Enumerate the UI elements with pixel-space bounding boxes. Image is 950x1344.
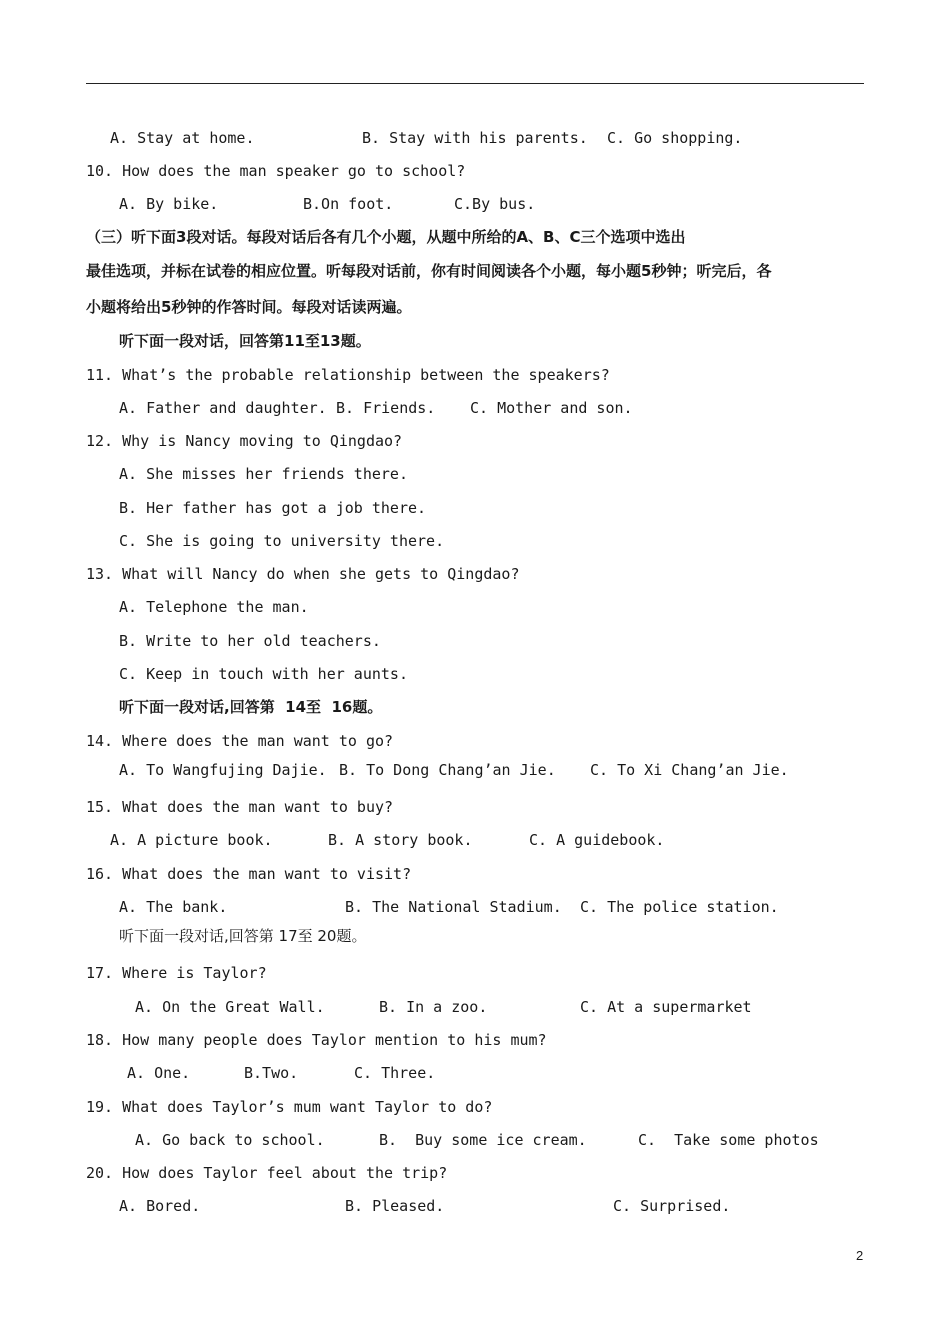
q9-option-a: A. Stay at home. xyxy=(110,129,255,147)
dialog3-intro: 听下面一段对话,回答第 17至 20题。 xyxy=(119,927,367,945)
q10-option-c: C.By bus. xyxy=(454,195,536,213)
q17-question: 17. Where is Taylor? xyxy=(86,964,267,982)
section3-instruction-line1: （三）听下面3段对话。每段对话后各有几个小题，从题中所给的A、B、C三个选项中选出 xyxy=(86,228,686,246)
q18-question: 18. How many people does Taylor mention to his mum? xyxy=(86,1031,547,1049)
q15-option-c: C. A guidebook. xyxy=(529,831,665,849)
q11-option-a: A. Father and daughter. xyxy=(119,399,327,417)
q15-option-a: A. A picture book. xyxy=(110,831,273,849)
q14-option-b: B. To Dong Chang’an Jie. xyxy=(339,761,556,779)
q20-option-a: A. Bored. xyxy=(119,1197,201,1215)
q10-option-a: A. By bike. xyxy=(119,195,219,213)
q20-option-b: B. Pleased. xyxy=(345,1197,445,1215)
q12-option-c: C. She is going to university there. xyxy=(119,532,445,550)
q20-option-c: C. Surprised. xyxy=(613,1197,731,1215)
dialog2-intro: 听下面一段对话,回答第 14至 16题。 xyxy=(119,698,383,716)
q15-question: 15. What does the man want to buy? xyxy=(86,798,394,816)
q19-question: 19. What does Taylor’s mum want Taylor to do? xyxy=(86,1098,493,1116)
q13-option-a: A. Telephone the man. xyxy=(119,598,309,616)
q19-option-b: B. Buy some ice cream. xyxy=(379,1131,587,1149)
q11-question: 11. What’s the probable relationship between the speakers? xyxy=(86,366,610,384)
q14-question: 14. Where does the man want to go? xyxy=(86,732,394,750)
q13-option-b: B. Write to her old teachers. xyxy=(119,632,381,650)
q17-option-a: A. On the Great Wall. xyxy=(135,998,325,1016)
q14-option-a: A. To Wangfujing Dajie. xyxy=(119,761,327,779)
q13-question: 13. What will Nancy do when she gets to Qingdao? xyxy=(86,565,520,583)
section3-instruction-line3: 小题将给出5秒钟的作答时间。每段对话读两遍。 xyxy=(86,298,412,316)
q20-question: 20. How does Taylor feel about the trip? xyxy=(86,1164,448,1182)
section3-instruction-line2: 最佳选项，并标在试卷的相应位置。听每段对话前，你有时间阅读各个小题，每小题5秒钟；听完后，各 xyxy=(86,262,772,280)
q16-question: 16. What does the man want to visit? xyxy=(86,865,412,883)
q18-option-b: B.Two. xyxy=(244,1064,299,1082)
q18-option-c: C. Three. xyxy=(354,1064,436,1082)
q9-option-c: C. Go shopping. xyxy=(607,129,743,147)
q19-option-a: A. Go back to school. xyxy=(135,1131,325,1149)
q10-option-b: B.On foot. xyxy=(303,195,394,213)
q15-option-b: B. A story book. xyxy=(328,831,473,849)
q13-option-c: C. Keep in touch with her aunts. xyxy=(119,665,408,683)
header-rule xyxy=(86,83,864,84)
q11-option-b: B. Friends. xyxy=(336,399,436,417)
q17-option-b: B. In a zoo. xyxy=(379,998,488,1016)
q16-option-a: A. The bank. xyxy=(119,898,228,916)
q10-question: 10. How does the man speaker go to school? xyxy=(86,162,466,180)
q16-option-b: B. The National Stadium. xyxy=(345,898,562,916)
q11-option-c: C. Mother and son. xyxy=(470,399,633,417)
q18-option-a: A. One. xyxy=(127,1064,191,1082)
q12-question: 12. Why is Nancy moving to Qingdao? xyxy=(86,432,403,450)
q12-option-a: A. She misses her friends there. xyxy=(119,465,408,483)
page-number: 2 xyxy=(856,1248,864,1263)
dialog1-intro: 听下面一段对话，回答第11至13题。 xyxy=(119,332,371,350)
q12-option-b: B. Her father has got a job there. xyxy=(119,499,427,517)
q9-option-b: B. Stay with his parents. xyxy=(362,129,588,147)
q14-option-c: C. To Xi Chang’an Jie. xyxy=(590,761,789,779)
q16-option-c: C. The police station. xyxy=(580,898,779,916)
q17-option-c: C. At a supermarket xyxy=(580,998,752,1016)
q19-option-c: C. Take some photos xyxy=(638,1131,819,1149)
